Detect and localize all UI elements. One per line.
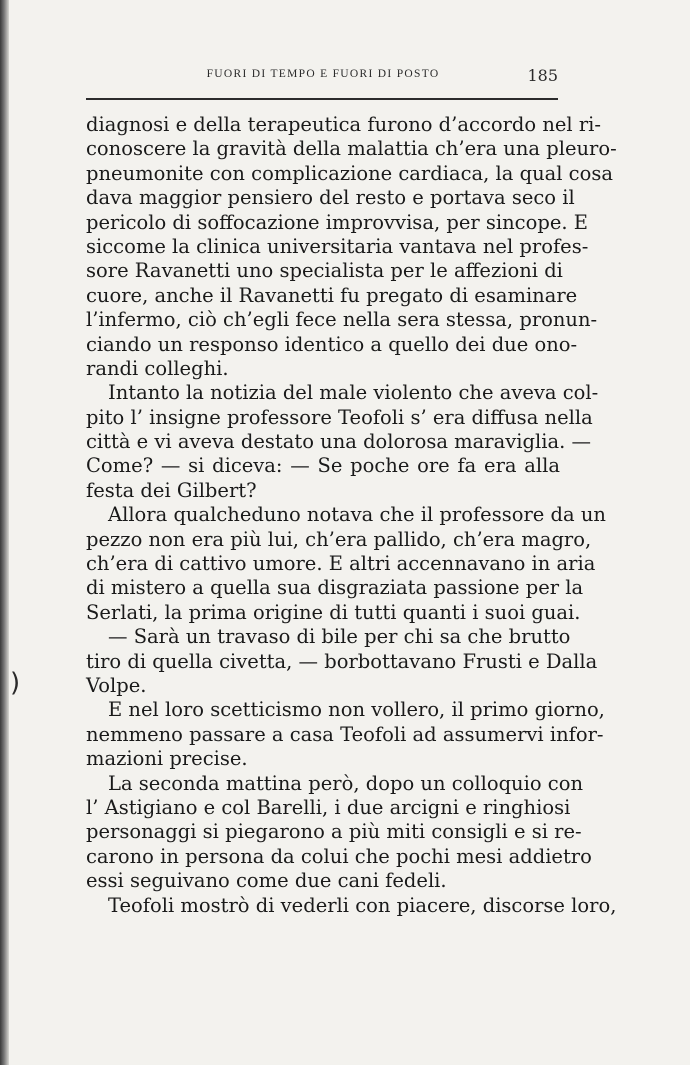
- text-line: randi colleghi.: [86, 356, 229, 380]
- text-line: Come? — si diceva: — Se poche ore fa era alla: [86, 454, 560, 478]
- text-line: tiro di quella civetta, — borbottavano Frusti e Dalla: [86, 649, 598, 673]
- text-line: pito l’ insigne professore Teofoli s’ era diffusa nella: [86, 405, 593, 429]
- text-line: — Sarà un travaso di bile per chi sa che brutto: [108, 625, 571, 649]
- text-line: diagnosi e della terapeutica furono d’accordo nel ri-: [86, 113, 601, 136]
- margin-bracket-mark: ): [10, 668, 21, 698]
- text-line: cuore, anche il Ravanetti fu pregato di esaminare: [86, 283, 578, 307]
- text-line: personaggi si piegarono a più miti consigli e si re-: [86, 820, 582, 844]
- binding-shadow: [0, 0, 9, 1065]
- body-text: [86, 113, 617, 918]
- running-title: FUORI DI TEMPO E FUORI DI POSTO: [206, 68, 440, 80]
- text-line: dava maggior pensiero del resto e portava seco il: [86, 186, 575, 210]
- text-line: Allora qualcheduno notava che il professore da un: [108, 503, 606, 527]
- text-line: pericolo di soffocazione improvvisa, per sincope. E: [86, 210, 589, 234]
- text-line: La seconda mattina però, dopo un colloquio con: [108, 771, 584, 795]
- text-line: conoscere la gravità della malattia ch’era una pleuro-: [86, 137, 617, 161]
- text-line: Volpe.: [86, 673, 147, 697]
- text-line: Intanto la notizia del male violento che aveva col-: [108, 381, 599, 405]
- text-line: carono in persona da colui che pochi mesi addietro: [86, 844, 592, 868]
- text-line: l’ Astigiano e col Barelli, i due arcigni e ringhiosi: [86, 795, 571, 819]
- running-head: [86, 66, 560, 86]
- text-line: pezzo non era più lui, ch’era pallido, ch’era magro,: [86, 527, 592, 551]
- text-line: ch’era di cattivo umore. E altri accennavano in aria: [86, 552, 596, 576]
- text-line: di mistero a quella sua disgraziata passione per la: [86, 576, 584, 600]
- text-line: ciando un responso identico a quello dei due ono-: [86, 332, 578, 356]
- text-line: festa dei Gilbert?: [86, 478, 257, 502]
- text-line: E nel loro scetticismo non vollero, il primo giorno,: [108, 698, 605, 722]
- text-line: Serlati, la prima origine di tutti quanti i suoi guai.: [86, 600, 581, 624]
- text-line: essi seguivano come due cani fedeli.: [86, 869, 447, 893]
- text-line: città e vi aveva destato una dolorosa maraviglia. —: [86, 430, 591, 454]
- page-number: 185: [527, 66, 558, 85]
- header-rule: [86, 98, 558, 100]
- text-line: Teofoli mostrò di vederli con piacere, discorse loro,: [108, 893, 617, 917]
- text-line: sore Ravanetti uno specialista per le affezioni di: [86, 259, 563, 283]
- text-line: siccome la clinica universitaria vantava nel profes-: [86, 234, 589, 258]
- text-line: mazioni precise.: [86, 747, 248, 771]
- text-line: l’infermo, ciò ch’egli fece nella sera stessa, pronun-: [86, 308, 598, 332]
- text-line: pneumonite con complicazione cardiaca, la qual cosa: [86, 161, 613, 185]
- text-line: nemmeno passare a casa Teofoli ad assumervi infor-: [86, 722, 604, 746]
